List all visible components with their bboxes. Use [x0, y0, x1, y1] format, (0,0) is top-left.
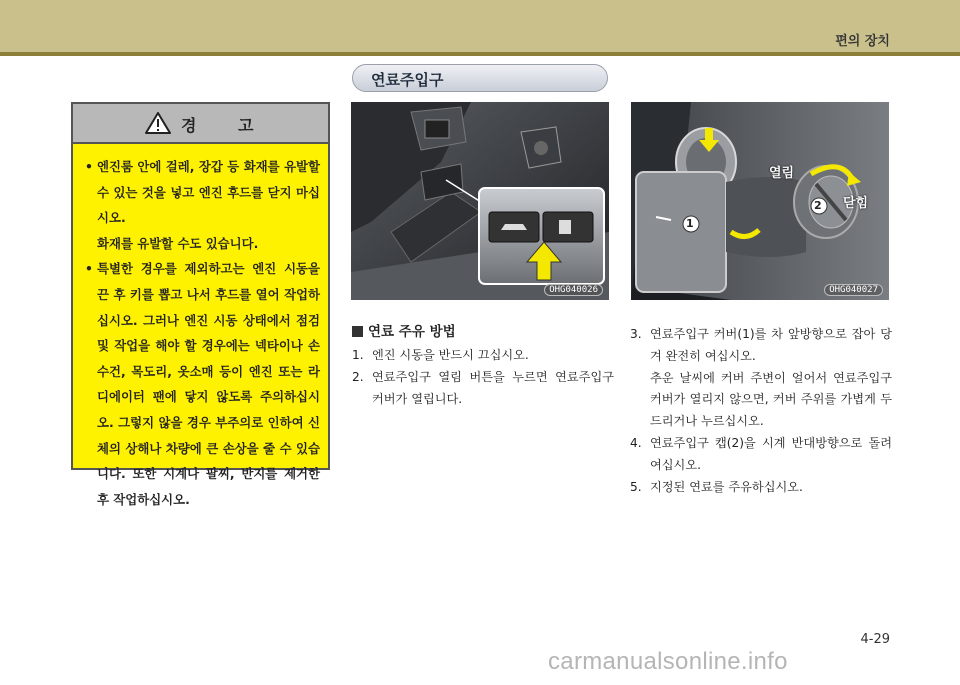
warning-item: • 특별한 경우를 제외하고는 엔진 시동을 끈 후 키를 뽑고 나서 후드를 열어 작업하십시오. 그러나 엔진 시동 상태에서 점검 및 작업을 해야 할 경우에는 넥타이나 손수건, 목도리, 옷소매 등이 엔진 또는 라디에이터 팬에 닿지 않도록 주의하십시오. 그렇지 않을 경우 부주의로 인하여 신체의 상해나 차량에 큰 손상을 줄 수 있습니다. 또한 시계나 팔찌, 반지를 제거한 후 작업하십시오. [85, 256, 320, 512]
chapter-title: 편의 장치 [835, 34, 890, 49]
list-item [630, 433, 892, 477]
step-text: 연료주입구 캡(2)을 시계 반대방향으로 돌려 여십시오. [650, 435, 892, 472]
step-text: 지정된 연료를 주유하십시오. [650, 479, 803, 494]
label-open: 열림 [769, 166, 795, 181]
square-bullet-icon [352, 326, 363, 337]
photo-code: OHG040027 [824, 284, 883, 296]
header-band [0, 0, 960, 52]
step-number: 1. [352, 348, 364, 362]
warning-triangle-icon [145, 111, 171, 135]
warning-body [73, 144, 328, 512]
header-divider [0, 52, 960, 56]
steps-list-left [352, 345, 614, 410]
section-title-pill [352, 64, 608, 92]
steps-list-right [630, 324, 892, 498]
step-note: 추운 날씨에 커버 주변이 얼어서 연료주입구 커버가 열리지 않으면, 커버 주위를 가볍게 두드리거나 누르십시오. [650, 370, 892, 429]
list-item [352, 345, 614, 367]
warning-header [73, 104, 328, 144]
watermark: carmanualsonline.info [548, 648, 788, 675]
subsection-heading [352, 320, 456, 340]
warning-item: • 엔진룸 안에 걸레, 장갑 등 화재를 유발할 수 있는 것을 넣고 엔진 후드를 닫지 마십시오. [85, 154, 320, 231]
fuel-filler-open-photo [631, 102, 889, 300]
step-text: 엔진 시동을 반드시 끄십시오. [372, 348, 529, 362]
marker-1: 1 [686, 217, 694, 230]
step-number: 3. [630, 327, 642, 341]
page-number: 4-29 [860, 632, 890, 647]
step-text: 연료주입구 커버(1)를 차 앞방향으로 잡아 당겨 완전히 여십시오. [650, 327, 892, 363]
subsection-title: 연료 주유 방법 [368, 324, 456, 340]
warning-item: 화재를 유발할 수도 있습니다. [97, 235, 259, 251]
label-close: 닫힘 [843, 196, 869, 211]
step-number: 4. [630, 435, 642, 450]
section-title: 연료주입구 [371, 71, 444, 89]
step-text: 연료주입구 열림 버튼을 누르면 연료주입구 커버가 열립니다. [372, 369, 614, 406]
fuel-door-button-photo [351, 102, 609, 300]
list-item [630, 477, 892, 499]
list-item [630, 324, 892, 433]
marker-2: 2 [814, 199, 822, 212]
list-item [352, 367, 614, 411]
step-number: 2. [352, 369, 364, 384]
warning-box [71, 102, 330, 507]
warning-title: 경 고 [181, 116, 272, 135]
step-number: 5. [630, 479, 642, 494]
photo-code: OHG040026 [544, 284, 603, 296]
